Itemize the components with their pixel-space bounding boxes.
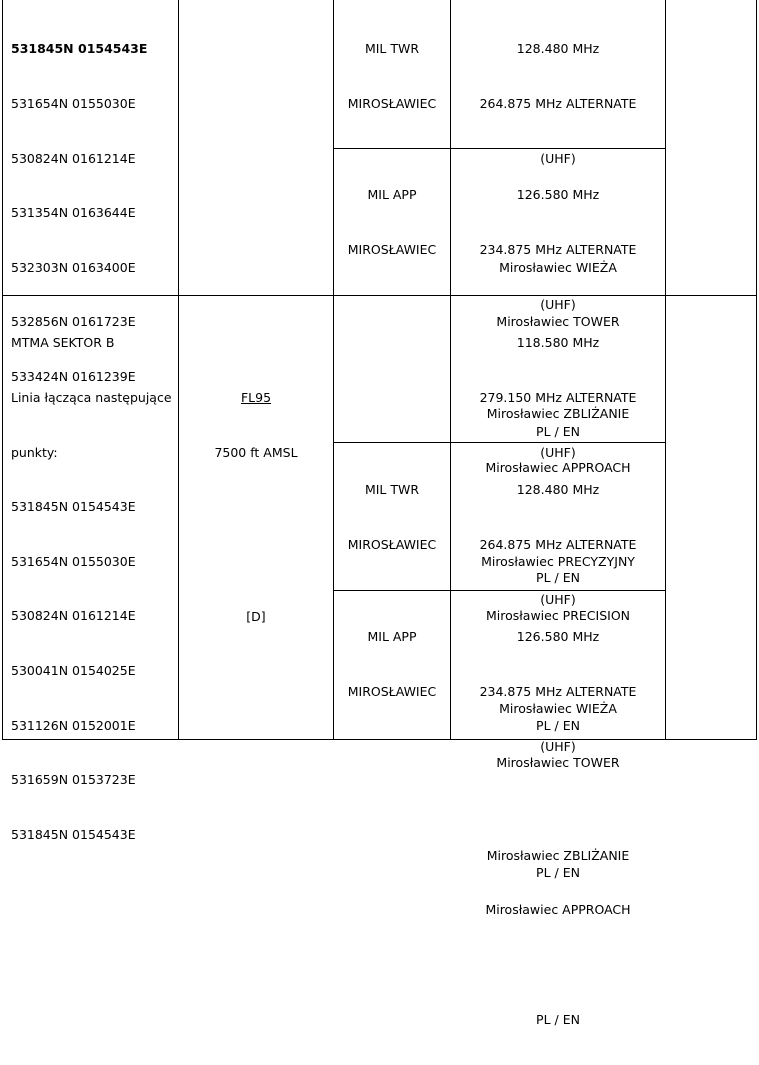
frequency-line: 279.150 MHz ALTERNATE	[479, 390, 637, 405]
limits-cell	[179, 353, 333, 662]
area-line: punkty:	[11, 444, 58, 460]
table-border-left	[2, 0, 3, 740]
frequency-line: 234.875 MHz ALTERNATE	[479, 684, 637, 699]
unit-name-cell	[334, 4, 450, 150]
callsign-line: Mirosławiec PRECYZYJNY	[481, 553, 635, 569]
area-line: 530041N 0154025E	[11, 662, 136, 678]
frequency-cell	[451, 592, 665, 1065]
frequency-line: 126.580 MHz	[516, 629, 600, 645]
callsign-line: Mirosławiec TOWER	[496, 755, 620, 771]
frequency-line: 126.580 MHz	[516, 187, 600, 203]
language-line: PL / EN	[536, 1011, 580, 1027]
callsign-line: Mirosławiec ZBLIŻANIE	[486, 847, 630, 863]
callsign-line: Mirosławiec PRECISION	[485, 608, 631, 624]
upper-limit: FL95	[240, 390, 272, 406]
area-line: 530824N 0161214E	[11, 150, 136, 166]
unit-name: MIROSŁAWIEC	[347, 96, 437, 111]
area-line: 531845N 0154543E	[11, 826, 136, 842]
area-line: 531354N 0163644E	[11, 205, 136, 221]
area-line: Linia łącząca następujące	[11, 390, 172, 405]
frequency-line: 234.875 MHz ALTERNATE	[479, 242, 637, 257]
unit-name: MIROSŁAWIEC	[347, 242, 437, 257]
callsign-line: Mirosławiec WIEŻA	[499, 700, 617, 716]
airspace-class: [D]	[246, 608, 266, 624]
unit-name-cell	[334, 150, 450, 296]
area-line: 531659N 0153723E	[11, 772, 136, 788]
callsign-line: Mirosławiec TOWER	[496, 314, 620, 330]
area-line: 531845N 0154543E	[11, 41, 148, 57]
frequency-line: (UHF)	[540, 296, 576, 312]
area-line: 531845N 0154543E	[11, 499, 136, 515]
area-line: 532856N 0161723E	[11, 314, 136, 330]
language-line: PL / EN	[536, 717, 580, 733]
table-border-right	[756, 0, 757, 740]
unit-name: MIL TWR	[364, 41, 420, 57]
unit-name: MIROSŁAWIEC	[347, 537, 437, 552]
frequency-line: (UHF)	[540, 738, 576, 754]
frequency-line: 118.580 MHz	[516, 335, 600, 351]
lower-limit: 7500 ft AMSL	[214, 445, 298, 460]
area-line: 531654N 0155030E	[11, 553, 136, 569]
frequency-line	[451, 792, 665, 810]
frequency-line: (UHF)	[540, 150, 576, 166]
unit-name: MIL APP	[367, 629, 417, 645]
area-line: 533424N 0161239E	[11, 368, 136, 384]
unit-name: MIL TWR	[364, 482, 420, 498]
callsign-line: Mirosławiec APPROACH	[485, 460, 631, 476]
area-line: 531654N 0155030E	[11, 96, 136, 111]
frequency-line: (UHF)	[540, 591, 576, 607]
callsign-line: Mirosławiec APPROACH	[485, 902, 631, 918]
area-title: MTMA SEKTOR B	[11, 335, 115, 351]
unit-name: MIL APP	[367, 187, 417, 203]
frequency-line	[451, 956, 665, 974]
callsign-line: Mirosławiec WIEŻA	[499, 259, 617, 275]
area-line: 530824N 0161214E	[11, 608, 136, 624]
unit-name: MIROSŁAWIEC	[347, 684, 437, 699]
area-cell	[11, 298, 176, 880]
unit-name-cell	[334, 445, 450, 591]
area-line: 532303N 0163400E	[11, 259, 136, 275]
frequency-line: 264.875 MHz ALTERNATE	[479, 537, 637, 552]
language-line: PL / EN	[536, 423, 580, 439]
frequency-line: (UHF)	[540, 444, 576, 460]
area-line: 531126N 0152001E	[11, 717, 136, 733]
column-divider-4	[665, 0, 666, 740]
frequency-line: 128.480 MHz	[516, 41, 600, 57]
language-line: PL / EN	[536, 864, 580, 880]
frequency-line: 128.480 MHz	[516, 482, 600, 498]
frequency-line: 264.875 MHz ALTERNATE	[479, 96, 637, 111]
unit-name-cell	[334, 592, 450, 738]
callsign-line: Mirosławiec ZBLIŻANIE	[486, 405, 630, 421]
language-line: PL / EN	[536, 569, 580, 585]
